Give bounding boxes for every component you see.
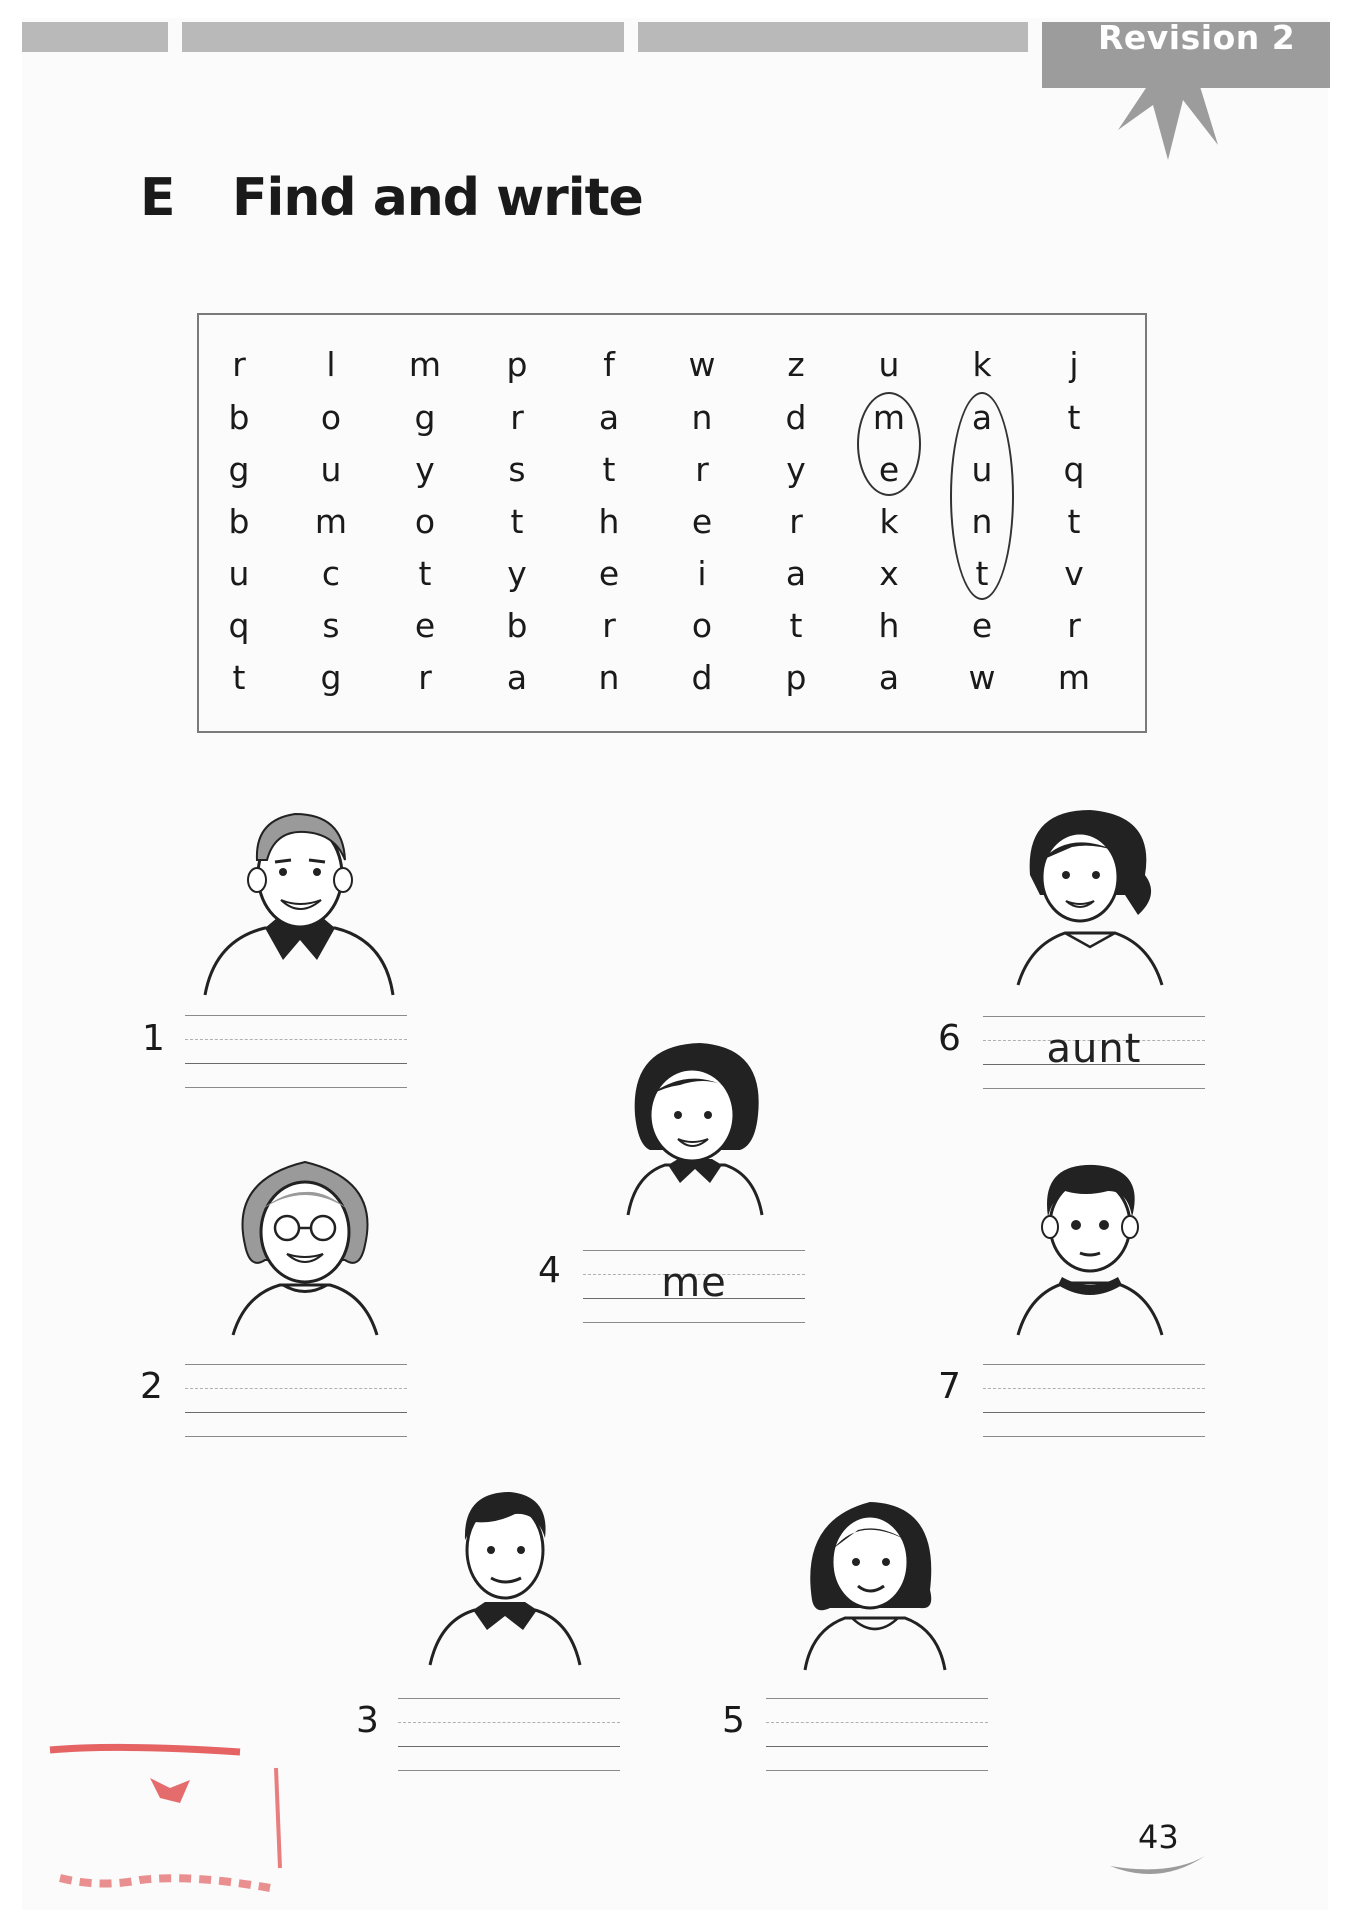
grid-letter: f xyxy=(603,345,615,384)
grid-letter: m xyxy=(314,502,348,541)
grid-letter: c xyxy=(321,554,341,593)
revision-label: Revision 2 xyxy=(1098,18,1296,57)
grid-letter: m xyxy=(408,345,442,384)
section-title: Find and write xyxy=(232,168,643,228)
grid-letter: g xyxy=(320,658,342,697)
grid-letter: n xyxy=(691,398,713,437)
header-strip xyxy=(638,22,1028,52)
grid-letter: t xyxy=(975,554,989,593)
circled-word-me xyxy=(857,392,921,496)
grid-letter: n xyxy=(971,502,993,541)
girl-portrait xyxy=(620,1035,770,1220)
grid-letter: q xyxy=(228,606,250,645)
grid-letter: r xyxy=(1067,606,1081,645)
grid-letter: e xyxy=(971,606,993,645)
item-number: 5 xyxy=(722,1700,745,1741)
grid-letter: w xyxy=(688,345,716,384)
grid-letter: t xyxy=(510,502,524,541)
grandmother-portrait xyxy=(225,1150,385,1340)
answer-lines[interactable] xyxy=(766,1698,988,1770)
grid-letter: t xyxy=(602,450,616,489)
grid-letter: p xyxy=(506,345,528,384)
grid-letter: t xyxy=(1067,502,1081,541)
answer-lines[interactable] xyxy=(185,1015,407,1087)
grid-letter: g xyxy=(228,450,250,489)
grid-letter: k xyxy=(879,502,899,541)
grid-letter: e xyxy=(691,502,713,541)
leaf-decoration-icon xyxy=(1098,60,1288,160)
grid-letter: k xyxy=(972,345,992,384)
grid-letter: j xyxy=(1069,345,1079,384)
grid-letter: a xyxy=(971,398,993,437)
grid-letter: r xyxy=(695,450,709,489)
grid-letter: r xyxy=(418,658,432,697)
header-strip xyxy=(182,22,624,52)
grid-letter: y xyxy=(507,554,527,593)
item-number: 3 xyxy=(356,1700,379,1741)
circled-word-aunt xyxy=(950,392,1014,600)
grid-letter: o xyxy=(320,398,342,437)
grid-letter: q xyxy=(1063,450,1085,489)
grid-letter: t xyxy=(789,606,803,645)
item-number: 2 xyxy=(140,1366,163,1407)
item-number: 7 xyxy=(938,1366,961,1407)
grid-letter: y xyxy=(786,450,806,489)
grid-letter: m xyxy=(872,398,906,437)
grid-letter: s xyxy=(322,606,340,645)
grid-letter: g xyxy=(414,398,436,437)
item-number: 4 xyxy=(538,1250,561,1291)
grid-letter: w xyxy=(968,658,996,697)
answer-lines[interactable] xyxy=(983,1364,1205,1436)
grid-letter: y xyxy=(415,450,435,489)
red-stamp-mark xyxy=(40,1738,290,1898)
answer-text: aunt xyxy=(1046,1026,1142,1072)
grid-letter: r xyxy=(510,398,524,437)
grid-letter: b xyxy=(228,502,250,541)
grid-letter: b xyxy=(228,398,250,437)
grid-letter: i xyxy=(697,554,707,593)
grid-letter: n xyxy=(598,658,620,697)
answer-lines[interactable] xyxy=(983,1016,1205,1088)
answer-lines[interactable] xyxy=(583,1250,805,1322)
grid-letter: h xyxy=(878,606,900,645)
father-portrait xyxy=(425,1480,585,1670)
grid-letter: r xyxy=(602,606,616,645)
grid-letter: e xyxy=(878,450,900,489)
grid-letter: a xyxy=(878,658,900,697)
grid-letter: u xyxy=(228,554,250,593)
grid-letter: o xyxy=(414,502,436,541)
grid-letter: s xyxy=(508,450,526,489)
grid-letter: v xyxy=(1064,554,1084,593)
grid-letter: b xyxy=(506,606,528,645)
section-letter: E xyxy=(140,168,176,228)
item-number: 6 xyxy=(938,1018,961,1059)
grid-letter: o xyxy=(691,606,713,645)
grid-letter: u xyxy=(320,450,342,489)
boy-portrait xyxy=(1010,1155,1170,1340)
grid-letter: t xyxy=(232,658,246,697)
grid-letter: r xyxy=(789,502,803,541)
grid-letter: t xyxy=(1067,398,1081,437)
grid-letter: r xyxy=(232,345,246,384)
grid-letter: p xyxy=(785,658,807,697)
grid-letter: x xyxy=(879,554,899,593)
header-strip xyxy=(22,22,168,52)
aunt-portrait xyxy=(1010,805,1170,990)
page-number: 43 xyxy=(1138,1818,1179,1856)
grid-letter: m xyxy=(1057,658,1091,697)
grid-letter: d xyxy=(691,658,713,697)
grid-letter: e xyxy=(598,554,620,593)
grid-letter: u xyxy=(971,450,993,489)
grid-letter: h xyxy=(598,502,620,541)
grid-letter: l xyxy=(326,345,336,384)
grandfather-portrait xyxy=(195,800,405,1000)
grid-letter: u xyxy=(878,345,900,384)
grid-letter: t xyxy=(418,554,432,593)
grid-letter: a xyxy=(598,398,620,437)
item-number: 1 xyxy=(142,1018,165,1059)
page-swoosh-decoration xyxy=(1110,1846,1210,1886)
grid-letter: e xyxy=(414,606,436,645)
word-search-grid xyxy=(197,313,1147,733)
grid-letter: z xyxy=(787,345,805,384)
answer-lines[interactable] xyxy=(185,1364,407,1436)
grid-letter: a xyxy=(506,658,528,697)
grid-letter: a xyxy=(785,554,807,593)
mother-portrait xyxy=(800,1490,950,1675)
grid-letter: d xyxy=(785,398,807,437)
answer-text: me xyxy=(661,1260,727,1306)
answer-lines[interactable] xyxy=(398,1698,620,1770)
